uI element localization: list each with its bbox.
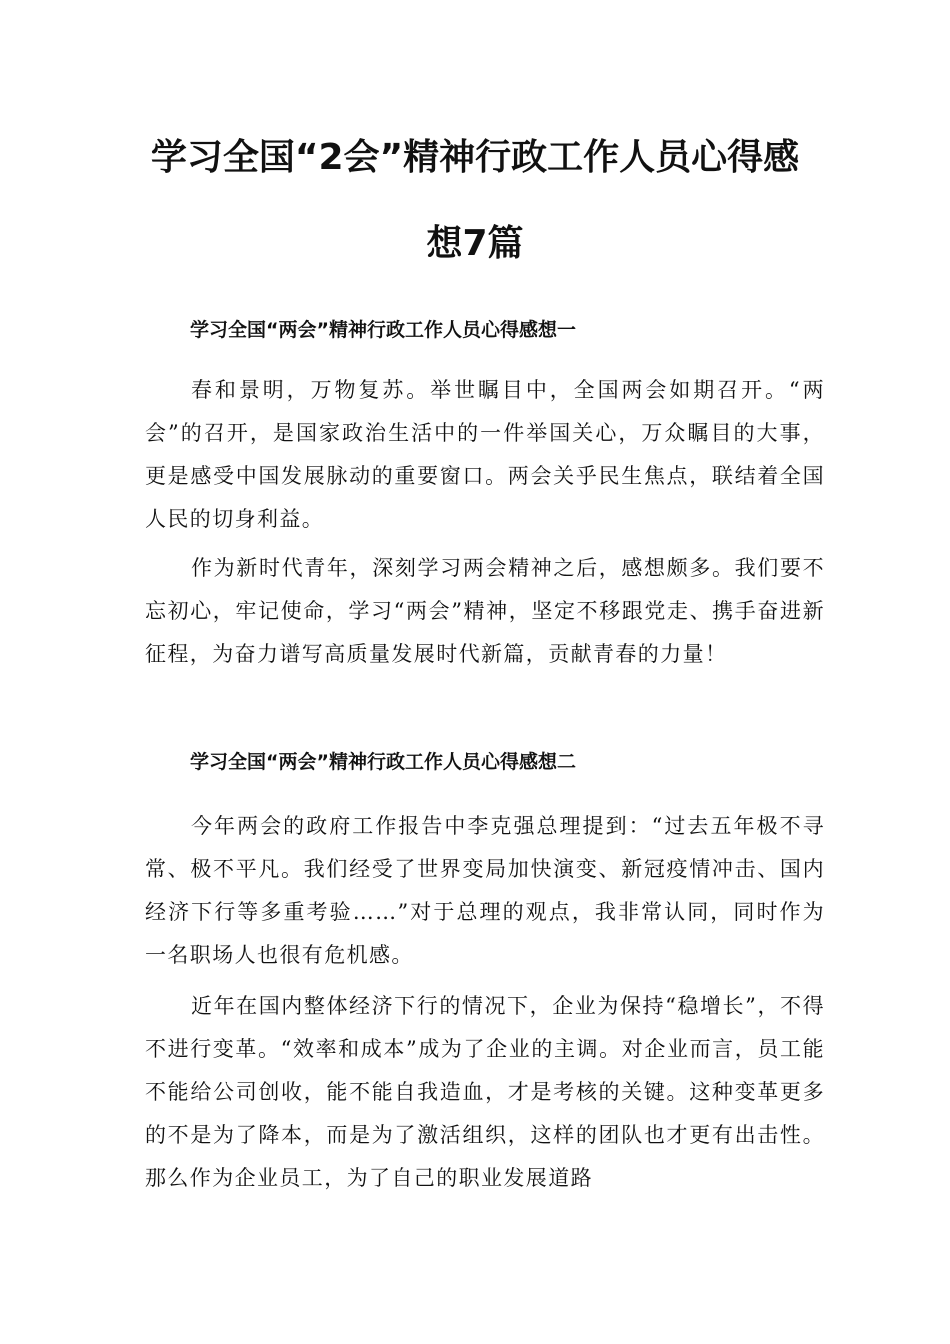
section-1-paragraph-1: 春和景明，万物复苏。举世瞩目中，全国两会如期召开。“两会”的召开，是国家政治生活中的一件举国关心，万众瞩目的大事，更是感受中国发展脉动的重要窗口。两会关乎民生焦点，联结着全国人民的切身利益。 xyxy=(145,378,825,531)
section-heading-1: 学习全国“两会”精神行政工作人员心得感想一 xyxy=(190,319,576,341)
section-heading-2: 学习全国“两会”精神行政工作人员心得感想二 xyxy=(190,751,576,773)
document-title-line-2: 想7篇 xyxy=(426,223,524,264)
section-2-paragraph-2: 近年在国内整体经济下行的情况下，企业为保持“稳增长”，不得不进行变革。“效率和成本”成为了企业的主调。对企业而言，员工能不能给公司创收，能不能自我造血，才是考核的关键。这种变革更多的不是为了降本，而是为了激活组织，这样的团队也才更有出击性。那么作为企业员工，为了自己的职业发展道路 xyxy=(145,994,825,1190)
document-title-line-1: 学习全国“2会”精神行政工作人员心得感 xyxy=(150,137,800,178)
section-2-paragraph-1: 今年两会的政府工作报告中李克强总理提到：“过去五年极不寻常、极不平凡。我们经受了世界变局加快演变、新冠疫情冲击、国内经济下行等多重考验……”对于总理的观点，我非常认同，同时作为一名职场人也很有危机感。 xyxy=(145,814,825,967)
section-1-paragraph-2: 作为新时代青年，深刻学习两会精神之后，感想颇多。我们要不忘初心，牢记使命，学习“两会”精神，坚定不移跟党走、携手奋进新征程，为奋力谱写高质量发展时代新篇，贡献青春的力量！ xyxy=(145,556,825,666)
